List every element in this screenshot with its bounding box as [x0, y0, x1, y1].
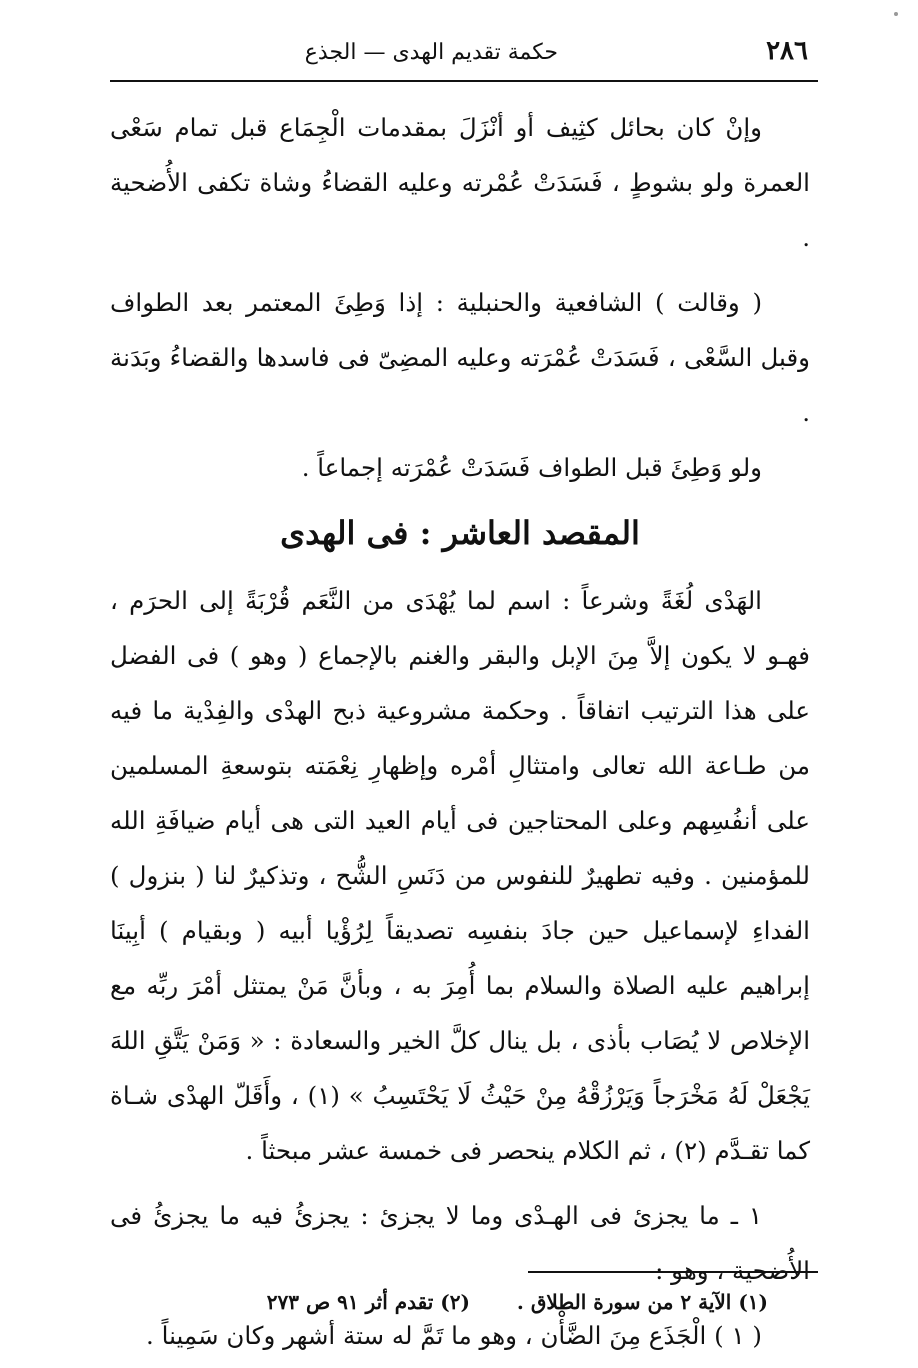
subsection-paragraph: ١ ـ ما يجزئ فى الهـدْى وما لا يجزئ : يجزئُ فيه ما يجزئُ فى الأُضحية ، وهو : — [110, 1201, 810, 1285]
footnotes — [128, 1290, 768, 1314]
running-title: حكمة تقديم الهدى — الجذع — [304, 40, 558, 65]
section-heading: المقصد العاشر : فى الهدى — [280, 514, 640, 552]
paragraph: وإنْ كان بحائل كثِيف أو أنْزَلَ بمقدمات الْجِمَاع قبل تمام سَعْى العمرة ولو بشوطٍ ، فَسَدَتْ عُمْرته وعليه القضاءُ وشاة تكفى الأُضحية . — [110, 113, 810, 252]
footnote: (١) الآية ٢ من سورة الطلاق . — [516, 1290, 768, 1314]
header-rule — [110, 80, 818, 82]
paragraph: ولو وَطِئَ قبل الطواف فَسَدَتْ عُمْرَته إجماعاً . — [301, 453, 762, 482]
scan-mark — [894, 12, 898, 16]
page-number: ٢٨٦ — [766, 36, 808, 66]
paragraph: ( وقالت ) الشافعية والحنبلية : إذا وَطِئَ المعتمر بعد الطواف وقبل السَّعْى ، فَسَدَتْ عُمْرَته وعليه المضِىّ فى فاسدها والقضاءُ وبَدَنة . — [110, 288, 810, 427]
footnote-rule — [528, 1271, 818, 1273]
body-text — [110, 100, 810, 1363]
main-paragraph: الهَدْى لُغَةً وشرعاً : اسم لما يُهْدَى من النَّعَم قُرْبَةً إلى الحرَم ، فهـو لا يكون إلاَّ مِنَ الإبل والبقر والغنم بالإجماع ( وهو ) فى الفضل على هذا الترتيب اتفاقاً . وحكمة مشروعية ذبح الهدْى والفِدْية ما فيه من طـاعة الله تعالى وامتثالِ أمْره وإظهارِ نِعْمَته بتوسعةِ المسلمين على أنفُسِهم وعلى المحتاجين فى أيام العيد التى هى أيام ضيافَةِ الله للمؤمنين . وفيه تطهيرٌ للنفوس من دَنَسِ الشُّح ، وتذكيرٌ لنا ( بنزول ) الفداءِ لإسماعيل حين جادَ بنفسِه تصديقاً لِرُؤْيا أبيه ( وبقيام ) أبِينَا إبراهيم عليه الصلاة والسلام بما أُمِرَ به ، وبأنَّ مَنْ يمتثل أمْرَ ربِّه مع الإخلاص لا يُصَاب بأذى ، بل ينال كلَّ الخير والسعادة : « وَمَنْ يَتَّقِ اللهَ يَجْعَلْ لَهُ مَخْرَجاً وَيَرْزُقْهُ مِنْ حَيْثُ لَا يَحْتَسِبُ » (١) ، وأَقَلّ الهدْى شـاة كما تقـدَّم (٢) ، ثم الكلام ينحصر فى خمسة عشر مبحثاً . — [110, 586, 810, 1165]
footnote: (٢) تقدم أثر ٩١ ص ٢٧٣ — [266, 1290, 470, 1314]
item-paragraph: ( ١ ) الْجَذَع مِنَ الضَّأْن ، وهو ما تَمَّ له ستة أشهر وكان سَمِيناً . — [146, 1321, 762, 1350]
page-header — [110, 30, 818, 86]
